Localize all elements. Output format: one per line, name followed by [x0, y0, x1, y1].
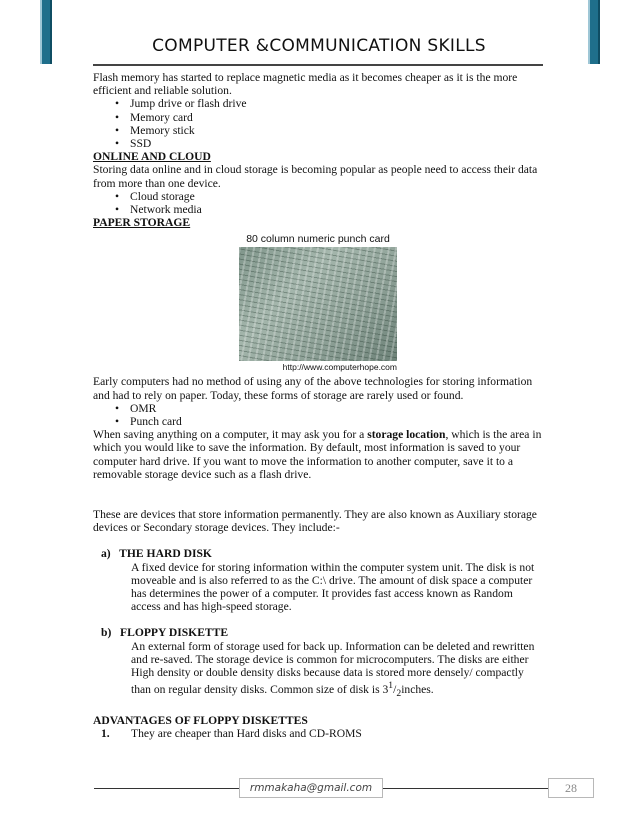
list-item: • Memory card — [115, 111, 545, 124]
paper-heading: PAPER STORAGE — [93, 216, 191, 230]
hard-disk-section — [93, 547, 545, 613]
saving-text-before: When saving anything on a computer, it may ask you for a — [93, 428, 368, 442]
advantage-text: They are cheaper than Hard disks and CD-ROMS — [131, 726, 362, 740]
floppy-heading — [93, 626, 545, 639]
permanent-storage-paragraph: These are devices that store information permanently. They are also known as Auxiliary storage devices or Secondary storage devices. They include:- — [93, 508, 537, 535]
punch-card-figure — [239, 232, 397, 372]
list-item: • OMR — [115, 402, 545, 415]
advantages-heading: ADVANTAGES OF FLOPPY DISKETTES — [93, 713, 308, 727]
floppy-marker: b) — [101, 626, 112, 640]
hard-disk-heading — [93, 547, 545, 560]
figure-caption: 80 column numeric punch card — [246, 233, 390, 246]
list-item: • Network media — [115, 203, 545, 216]
hard-disk-title: THE HARD DISK — [119, 547, 212, 561]
disk-size-numerator: 1 — [388, 680, 394, 692]
saving-text-after: , which is the area in which you would like to save the information. By default, most information is saved to your computer hard drive. If you want to move the information to another computer, save it to a removable storage device such as a flash drive. — [93, 428, 542, 481]
advantage-number: 1. — [101, 726, 110, 740]
online-intro: Storing data online and in cloud storage is becoming popular as people need to access their data from more than one device. — [93, 163, 538, 190]
page-header-title: COMPUTER &COMMUNICATION SKILLS — [152, 36, 486, 56]
flash-list — [93, 97, 545, 150]
list-item: • Memory stick — [115, 124, 545, 137]
disk-size-suffix: inches. — [401, 683, 434, 697]
list-item: • SSD — [115, 137, 545, 150]
advantage-item — [93, 727, 545, 740]
floppy-section — [93, 626, 545, 700]
header-rule — [93, 64, 543, 66]
saving-paragraph — [93, 428, 545, 481]
footer-email: rmmakaha@gmail.com — [239, 778, 383, 798]
list-item: • Cloud storage — [115, 190, 545, 203]
paper-list — [93, 402, 545, 428]
disk-size-denominator: 2 — [396, 688, 402, 700]
online-heading: ONLINE AND CLOUD — [93, 150, 211, 164]
paper-intro: Early computers had no method of using any of the above technologies for storing information and had to rely on paper. Today, these forms of storage are rarely used or found. — [93, 375, 533, 402]
page-number: 28 — [548, 778, 594, 798]
paragraph-gap — [93, 481, 545, 508]
hard-disk-marker: a) — [101, 547, 111, 561]
floppy-body-text: An external form of storage used for back up. Information can be deleted and rewritten and re-saved. The storage device is common for microcomputers. The disks are either High density or double density disks because data is stored more densely/ compactly than on regular density disks. Common size of disk is 3 — [131, 639, 535, 697]
punch-card-photo — [239, 247, 397, 361]
hard-disk-body: A fixed device for storing information within the computer system unit. The disk is not moveable and is also referred to as the C:\ drive. The amount of disk space a computer has determines the power of a computer. It provides fast access known as Random access and has high-speed storage. — [131, 560, 535, 614]
footer-rule-left — [94, 788, 239, 789]
figure-source: http://www.computerhope.com — [282, 362, 397, 373]
online-list — [93, 190, 545, 216]
list-item: • Punch card — [115, 415, 545, 428]
floppy-body: An external form of storage used for back up. Information can be deleted and rewritten and re-saved. The storage device is common for microcomputers. The disks are either High density or double density disks because data is stored more densely/ compactly than on regular density disks. Common size of disk is $3^1/_2inches$. — [131, 639, 535, 700]
storage-location-term: storage location — [367, 428, 446, 442]
floppy-title: FLOPPY DISKETTE — [120, 626, 229, 640]
list-item: • Jump drive or flash drive — [115, 97, 545, 110]
page-content — [93, 71, 545, 740]
flash-intro: Flash memory has started to replace magnetic media as it becomes cheaper as it is the more efficient and reliable solution. — [93, 71, 518, 98]
footer-rule-right — [383, 788, 548, 789]
